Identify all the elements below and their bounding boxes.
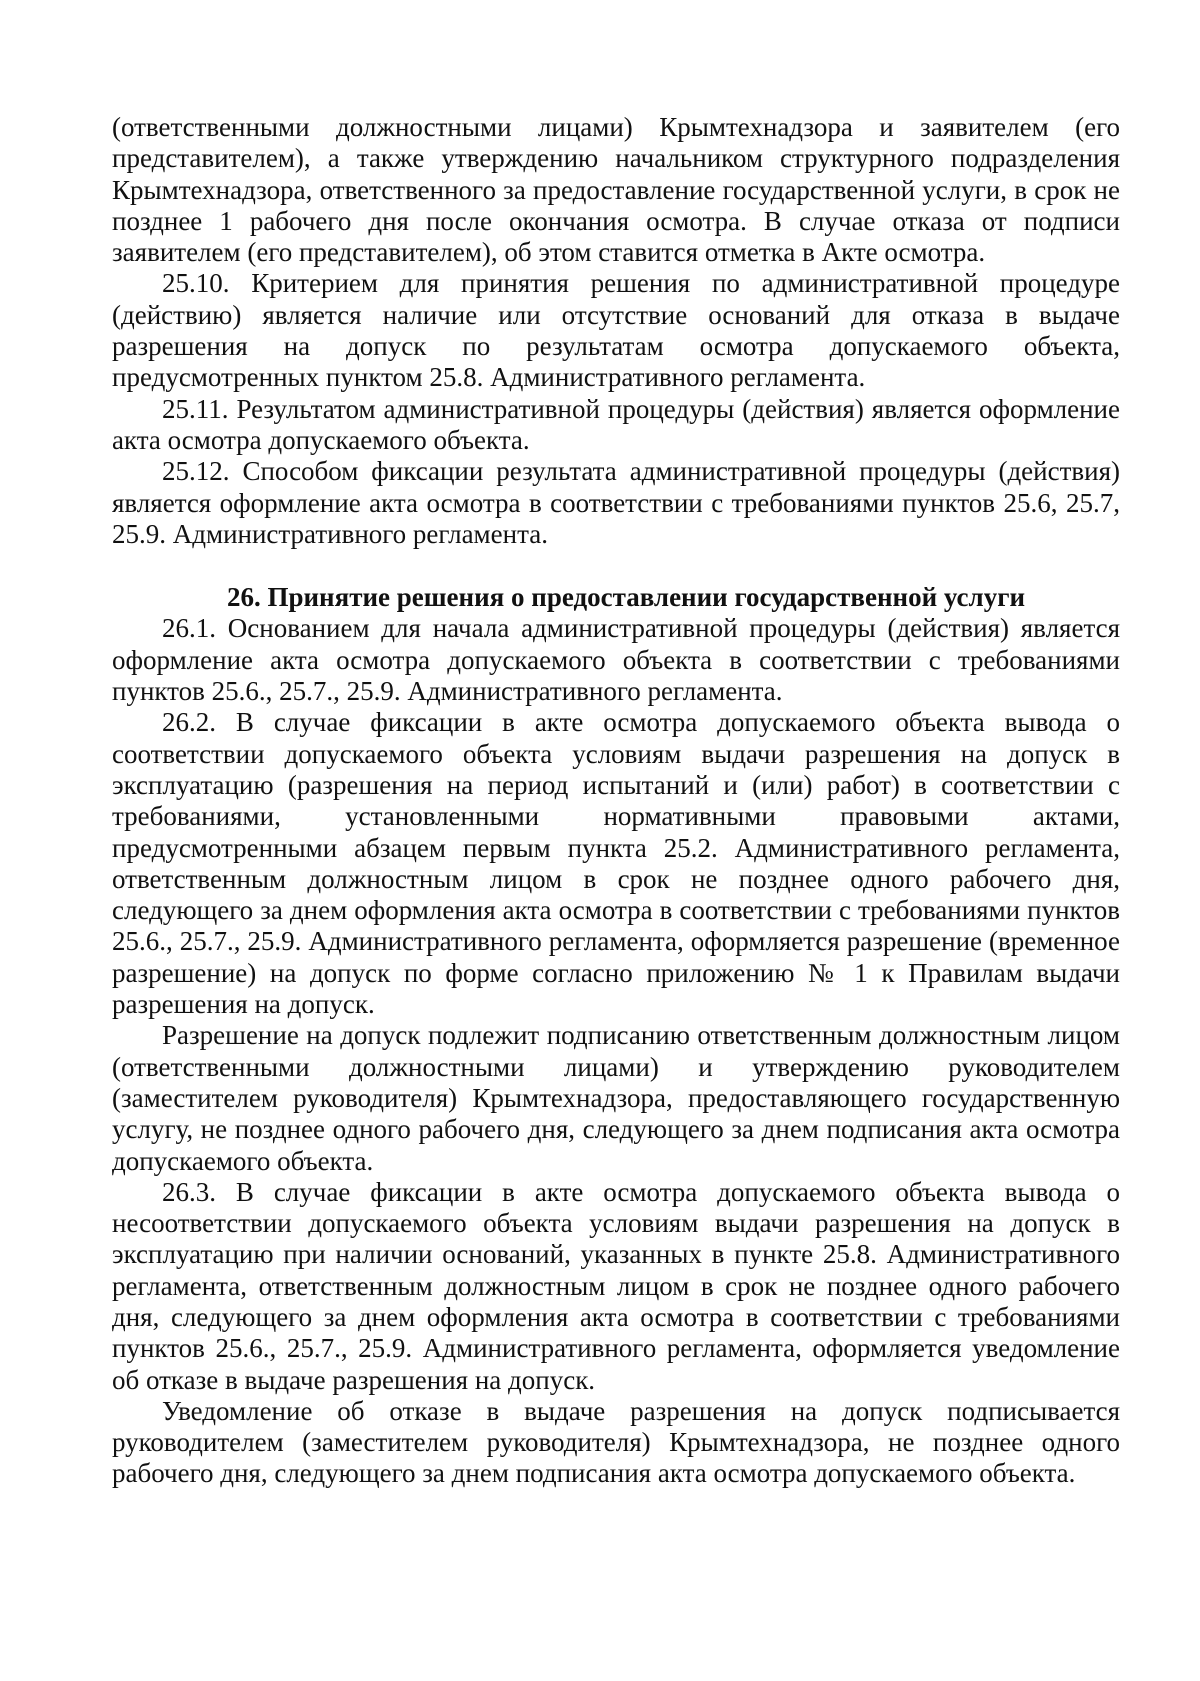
paragraph-26-2: 26.2. В случае фиксации в акте осмотра допускаемого объекта вывода о соответствии допускаемого объекта условиям выдачи разрешения на допуск в эксплуатацию (разрешения на период испытаний и (или) работ) в соответствии с требованиями, установленными нормативными правовыми актами, предусмотренными абзацем первым пункта 25.2. Административного регламента, ответственным должностным лицом в срок не позднее одного рабочего дня, следующего за днем оформления акта осмотра в соответствии с требованиями пунктов 25.6., 25.7., 25.9. Административного регламента, оформляется разрешение (временное разрешение) на допуск по форме согласно приложению № 1 к Правилам выдачи разрешения на допуск.: [112, 707, 1120, 1020]
paragraph-26-1: 26.1. Основанием для начала административной процедуры (действия) является оформление акта осмотра допускаемого объекта в соответствии с требованиями пунктов 25.6., 25.7., 25.9. Административного регламента.: [112, 613, 1120, 707]
paragraph-26-3-notice: Уведомление об отказе в выдаче разрешения на допуск подписывается руководителем (заместителем руководителя) Крымтехнадзора, не позднее одного рабочего дня, следующего за днем подписания акта осмотра допускаемого объекта.: [112, 1395, 1120, 1489]
paragraph-25-10: 25.10. Критерием для принятия решения по административной процедуре (действию) является наличие или отсутствие оснований для отказа в выдаче разрешения на допуск по результатам осмотра допускаемого объекта, предусмотренных пунктом 25.8. Административного регламента.: [112, 268, 1120, 393]
section-heading-26: 26. Принятие решения о предоставлении государственной услуги: [226, 582, 1026, 613]
paragraph-continuation: (ответственными должностными лицами) Крымтехнадзора и заявителем (его представителем), а также утверждению начальником структурного подразделения Крымтехнадзора, ответственного за предоставление государственной услуги, в срок не позднее 1 рабочего дня после окончания осмотра. В случае отказа от подписи заявителем (его представителем), об этом ставится отметка в Акте осмотра.: [112, 112, 1120, 268]
paragraph-26-2-signing: Разрешение на допуск подлежит подписанию ответственным должностным лицом (ответственными должностными лицами) и утверждению руководителем (заместителем руководителя) Крымтехнадзора, предоставляющего государственную услугу, не позднее одного рабочего дня, следующего за днем подписания акта осмотра допускаемого объекта.: [112, 1020, 1120, 1176]
document-body: [112, 112, 1120, 1490]
paragraph-25-12: 25.12. Способом фиксации результата административной процедуры (действия) является оформление акта осмотра в соответствии с требованиями пунктов 25.6, 25.7, 25.9. Административного регламента.: [112, 456, 1120, 549]
paragraph-25-11: 25.11. Результатом административной процедуры (действия) является оформление акта осмотра допускаемого объекта.: [112, 393, 1120, 455]
paragraph-26-3: 26.3. В случае фиксации в акте осмотра допускаемого объекта вывода о несоответствии допускаемого объекта условиям выдачи разрешения на допуск в эксплуатацию при наличии оснований, указанных в пункте 25.8. Административного регламента, ответственным должностным лицом в срок не позднее одного рабочего дня, следующего за днем оформления акта осмотра в соответствии с требованиями пунктов 25.6., 25.7., 25.9. Административного регламента, оформляется уведомление об отказе в выдаче разрешения на допуск.: [112, 1176, 1120, 1395]
